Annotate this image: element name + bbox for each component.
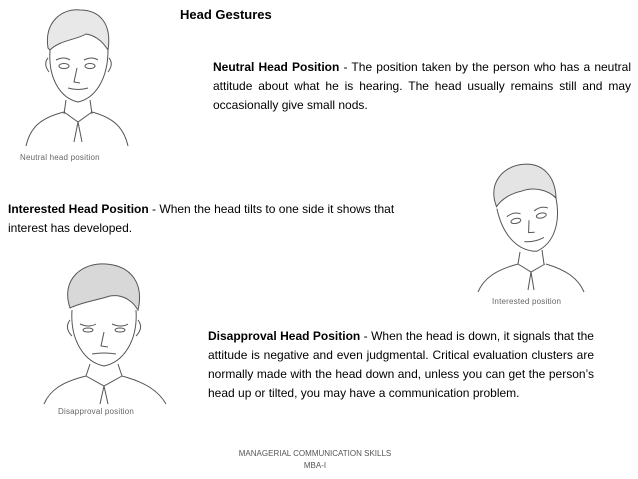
interested-heading: Interested Head Position <box>8 202 149 216</box>
interested-description: - When the head tilts to one side it shows that interest has developed. <box>8 202 395 235</box>
disapproval-description: - When the head is down, it signals that the attitude is negative and even judgmental. Critical evaluation clusters are normally made with the head down and, unless you can get the person’s head up or tilted, you may have a communication problem. <box>208 329 594 400</box>
interested-head-illustration <box>470 160 588 294</box>
neutral-caption: Neutral head position <box>20 153 100 162</box>
disapproval-caption: Disapproval position <box>58 407 135 416</box>
neutral-description: - The position taken by the person who has a neutral attitude about what he is hearing. The head usually remains still and may occasionally give small nods. <box>213 60 632 112</box>
footer-course: MANAGERIAL COMMUNICATION SKILLS <box>238 449 392 458</box>
disapproval-paragraph <box>208 327 594 403</box>
neutral-heading: Neutral Head Position <box>213 60 340 74</box>
neutral-paragraph <box>213 58 631 115</box>
neutral-head-illustration <box>20 0 130 150</box>
slide-title: Head Gestures <box>180 7 272 22</box>
interested-paragraph <box>8 200 424 238</box>
disapproval-head-illustration <box>40 258 170 406</box>
interested-caption: Interested position <box>492 297 562 306</box>
footer-program: MBA-I <box>303 461 327 470</box>
disapproval-heading: Disapproval Head Position <box>208 329 361 343</box>
